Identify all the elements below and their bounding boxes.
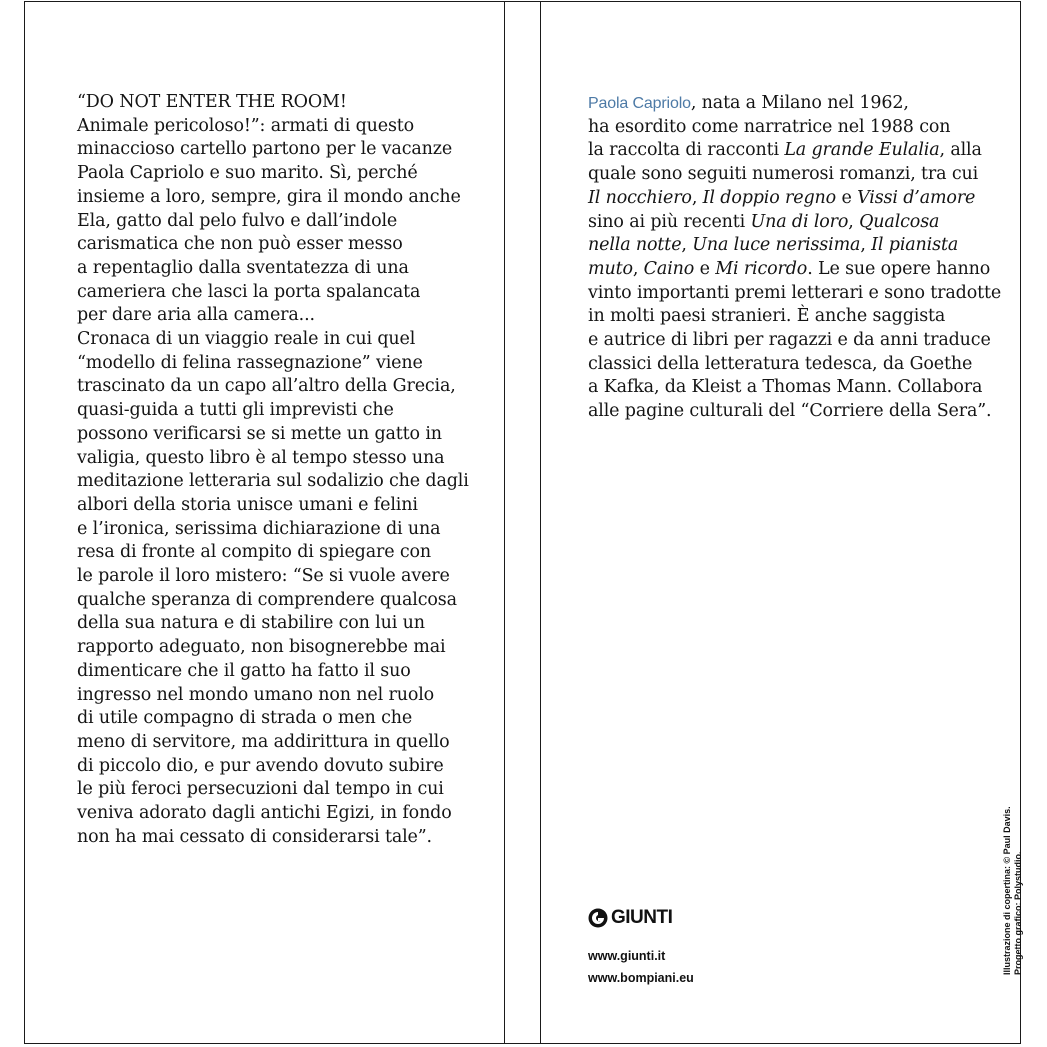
blurb-line: per dare aria alla camera... <box>77 305 315 326</box>
publisher-logo <box>588 905 694 931</box>
bio-line: muto, Caino e Mi ricordo. Le sue opere hanno <box>588 258 991 279</box>
illustration-credit: Illustrazione di copertina: © Paul Davis. <box>1002 806 1012 975</box>
author-bio <box>588 92 1018 424</box>
blurb-line: di piccolo dio, e pur avendo dovuto subire <box>77 755 444 776</box>
publisher-name: GIUNTI <box>611 907 673 928</box>
bio-line: in molti paesi stranieri. È anche saggista <box>588 306 946 327</box>
blurb-line: e l’ironica, serissima dichiarazione di una <box>77 518 441 539</box>
blurb-line: Animale pericoloso!”: armati di questo <box>77 115 415 136</box>
design-credit: Progetto grafico: Polystudio. <box>1013 851 1023 975</box>
blurb-line: meditazione letteraria sul sodalizio che dagli <box>77 471 469 492</box>
bio-line: e autrice di libri per ragazzi e da anni traduce <box>588 330 991 351</box>
blurb-line: insieme a loro, sempre, gira il mondo anche <box>77 186 461 207</box>
blurb-line: trascinato da un capo all’altro della Grecia, <box>77 376 456 397</box>
blurb-line: rapporto adeguato, non bisognerebbe mai <box>77 637 446 658</box>
blurb-line: possono verificarsi se si mette un gatto in <box>77 423 442 444</box>
giunti-logo-icon <box>588 908 608 928</box>
blurb-line: resa di fronte al compito di spiegare con <box>77 542 431 563</box>
publisher-block <box>588 905 694 989</box>
blurb-line: minaccioso cartello partono per le vacanze <box>77 139 453 160</box>
bio-line: classici della letteratura tedesca, da Goethe <box>588 353 973 374</box>
bio-line: alle pagine culturali del “Corriere della Sera”. <box>588 401 992 422</box>
bio-line: Paola Capriolo, nata a Milano nel 1962, <box>588 93 909 113</box>
blurb-line: “modello di felina rassegnazione” viene <box>77 352 423 373</box>
blurb-text <box>77 91 497 850</box>
blurb-line: “DO NOT ENTER THE ROOM! <box>77 92 347 112</box>
blurb-line: di utile compagno di strada o men che <box>77 708 413 729</box>
blurb-line: meno di servitore, ma addirittura in quello <box>77 731 450 752</box>
cover-credits <box>1002 806 1024 975</box>
blurb-line: non ha mai cessato di considerarsi tale”. <box>77 826 432 847</box>
blurb-line: a repentaglio dalla sventatezza di una <box>77 257 409 278</box>
blurb-line: carismatica che non può esser messo <box>77 234 403 255</box>
blurb-line: quasi-guida a tutti gli imprevisti che <box>77 400 394 421</box>
blurb-line: le più feroci persecuzioni dal tempo in cui <box>77 779 444 800</box>
spine-fold-left <box>504 1 505 1044</box>
blurb-line: dimenticare che il gatto ha fatto il suo <box>77 660 411 681</box>
blurb-line: valigia, questo libro è al tempo stesso una <box>77 447 445 468</box>
bio-line: la raccolta di racconti La grande Eulalia, alla <box>588 140 982 161</box>
bio-line: nella notte, Una luce nerissima, Il pianista <box>588 235 959 256</box>
blurb-line: veniva adorato dagli antichi Egizi, in fondo <box>77 803 452 824</box>
blurb-line: Cronaca di un viaggio reale in cui quel <box>77 329 416 350</box>
blurb-line: qualche speranza di comprendere qualcosa <box>77 589 457 610</box>
bio-line: sino ai più recenti Una di loro, Qualcosa <box>588 211 940 232</box>
spine-fold-right <box>540 1 541 1044</box>
url-bompiani[interactable]: www.bompiani.eu <box>588 971 694 985</box>
bio-line: quale sono seguiti numerosi romanzi, tra cui <box>588 164 979 185</box>
bio-line: Il nocchiero, Il doppio regno e Vissi d’amore <box>588 187 976 208</box>
blurb-line: le parole il loro mistero: “Se si vuole avere <box>77 566 450 587</box>
blurb-line: della sua natura e di stabilire con lui un <box>77 613 425 634</box>
blurb-line: Ela, gatto dal pelo fulvo e dall’indole <box>77 210 398 231</box>
blurb-line: ingresso nel mondo umano non nel ruolo <box>77 684 435 705</box>
author-name: Paola Capriolo <box>588 95 691 112</box>
publisher-urls <box>588 945 694 989</box>
blurb-line: Paola Capriolo e suo marito. Sì, perché <box>77 163 418 184</box>
blurb-line: cameriera che lasci la porta spalancata <box>77 281 421 302</box>
blurb-line: albori della storia unisce umani e felini <box>77 494 418 515</box>
bio-line: a Kafka, da Kleist a Thomas Mann. Collabora <box>588 377 983 398</box>
bio-line: vinto importanti premi letterari e sono tradotte <box>588 282 1002 303</box>
bio-line: ha esordito come narratrice nel 1988 con <box>588 116 951 137</box>
url-giunti[interactable]: www.giunti.it <box>588 949 666 963</box>
